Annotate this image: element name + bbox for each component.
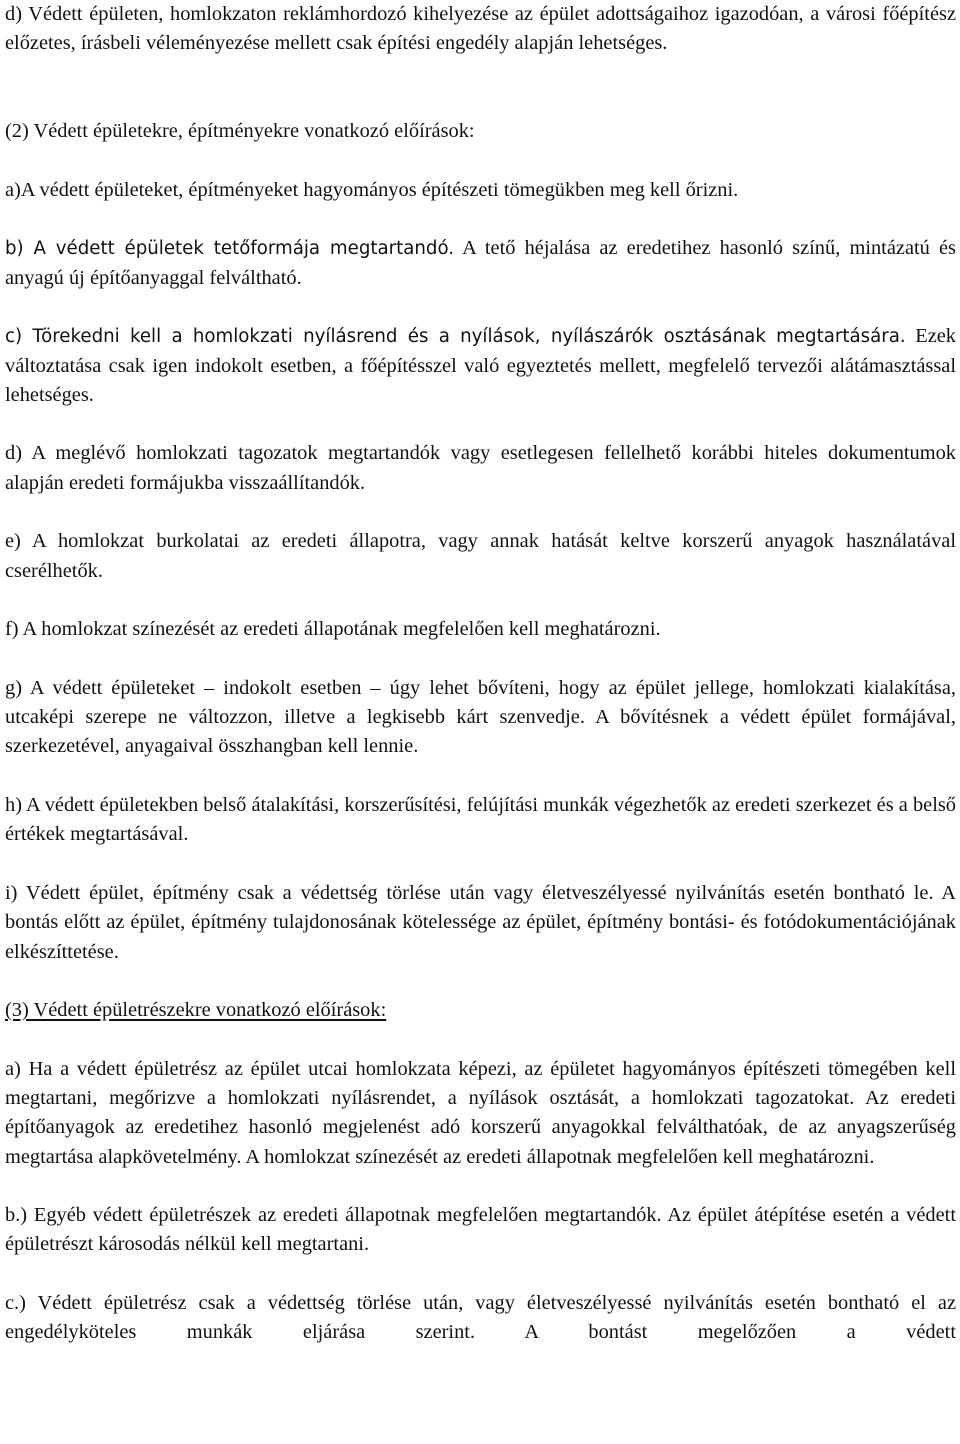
paragraph-2b: [5, 234, 956, 293]
section-heading-3: [5, 996, 956, 1025]
paragraph-2h: h) A védett épületekben belső átalakítási, korszerűsítési, felújítási munkák végezhetők az eredeti szerkezet és a belső értékek megtartásával.: [5, 794, 956, 846]
paragraph-2a: a)A védett épületeket, építményeket hagyományos építészeti tömegükben meg kell őrizni.: [5, 178, 739, 201]
paragraph-2g: g) A védett épületeket – indokolt esetben – úgy lehet bővíteni, hogy az épület jellege, homlokzati kialakítása, utcaképi szerepe ne változzon, illetve a legkisebb kárt szenvedje. A bővítésnek a védett épület formájával, szerkezetével, anyagaival összhangban kell lennie.: [5, 676, 956, 758]
spacer: [5, 88, 956, 117]
section-heading-3-text: (3) Védett épületrészekre vonatkozó előírások:: [5, 999, 387, 1022]
paragraph-2d: d) A meglévő homlokzati tagozatok megtartandók vagy esetlegesen fellelhető korábbi hiteles dokumentumok alapján eredeti formájukba visszaállítandók.: [5, 442, 956, 494]
spacer: [5, 293, 956, 322]
paragraph-2c-part2: Ezek változtatása csak igen indokolt esetben, a főépítésszel való egyeztetés mellett, megfelelő tervezői alátámasztással lehetséges.: [5, 325, 956, 406]
spacer: [5, 1025, 956, 1054]
paragraph-3c: c.) Védett épületrész csak a védettség törlése után, vagy életveszélyessé nyilvánítás esetén bontható el az engedélyköteles munkák eljárása szerint. A bontást megelőzően a védett: [5, 1292, 956, 1344]
document-page: [5, 0, 956, 1348]
section-heading-2: (2) Védett épületekre, építményekre vonatkozó előírások:: [5, 120, 475, 143]
spacer: [5, 762, 956, 791]
paragraph-2b-part2: A tető héjalása az eredetihez hasonló színű, mintázatú és anyagú új építőanyaggal felváltható.: [5, 237, 956, 289]
spacer: [5, 586, 956, 615]
spacer: [5, 146, 956, 175]
paragraph-2f: f) A homlokzat színezését az eredeti állapotának megfelelően kell meghatározni.: [5, 618, 661, 641]
paragraph-2c-part1: c) Törekedni kell a homlokzati nyílásrend és a nyílások, nyílászárók osztásának megtartására.: [5, 326, 906, 348]
spacer: [5, 967, 956, 996]
spacer: [5, 410, 956, 439]
spacer: [5, 205, 956, 234]
spacer: [5, 1260, 956, 1289]
spacer: [5, 850, 956, 879]
paragraph-3b: b.) Egyéb védett épületrészek az eredeti állapotnak megfelelően megtartandók. Az épület átépítése esetén a védett épületrészt károsodás nélkül kell megtartani.: [5, 1204, 956, 1256]
paragraph-3a: a) Ha a védett épületrész az épület utcai homlokzata képezi, az épületet hagyományos építészeti tömegében kell megtartani, megőrizve a homlokzati nyílásrendet, a nyílások osztását, a homlokzati tagozatokat. Az eredeti építőanyagok az eredetihez hasonló megjelenést adó korszerű anyagokkal felválthatóak, de az anyagszerűség megtartása alapkövetelmény. A homlokzat színezését az eredeti állapotnak megfelelően kell meghatározni.: [5, 1057, 956, 1168]
paragraph-2e: e) A homlokzat burkolatai az eredeti állapotra, vagy annak hatását keltve korszerű anyagok használatával cserélhetők.: [5, 530, 956, 582]
spacer: [5, 645, 956, 674]
paragraph-2i: i) Védett épület, építmény csak a védettség törlése után vagy életveszélyessé nyilvánítás esetén bontható le. A bontás előtt az épület, építmény tulajdonosának kötelessége az épület, építmény bontási- és fotódokumentációjának elkészíttetése.: [5, 881, 956, 963]
paragraph-2b-part1: b) A védett épületek tetőformája megtartandó.: [5, 238, 455, 260]
paragraph-2c: [5, 322, 956, 410]
spacer: [5, 59, 956, 88]
paragraph-d-advertising: d) Védett épületen, homlokzaton reklámhordozó kihelyezése az épület adottságaihoz igazodóan, a városi főépítész előzetes, írásbeli véleményezése mellett csak építési engedély alapján lehetséges.: [5, 3, 956, 55]
spacer: [5, 498, 956, 527]
spacer: [5, 1172, 956, 1201]
